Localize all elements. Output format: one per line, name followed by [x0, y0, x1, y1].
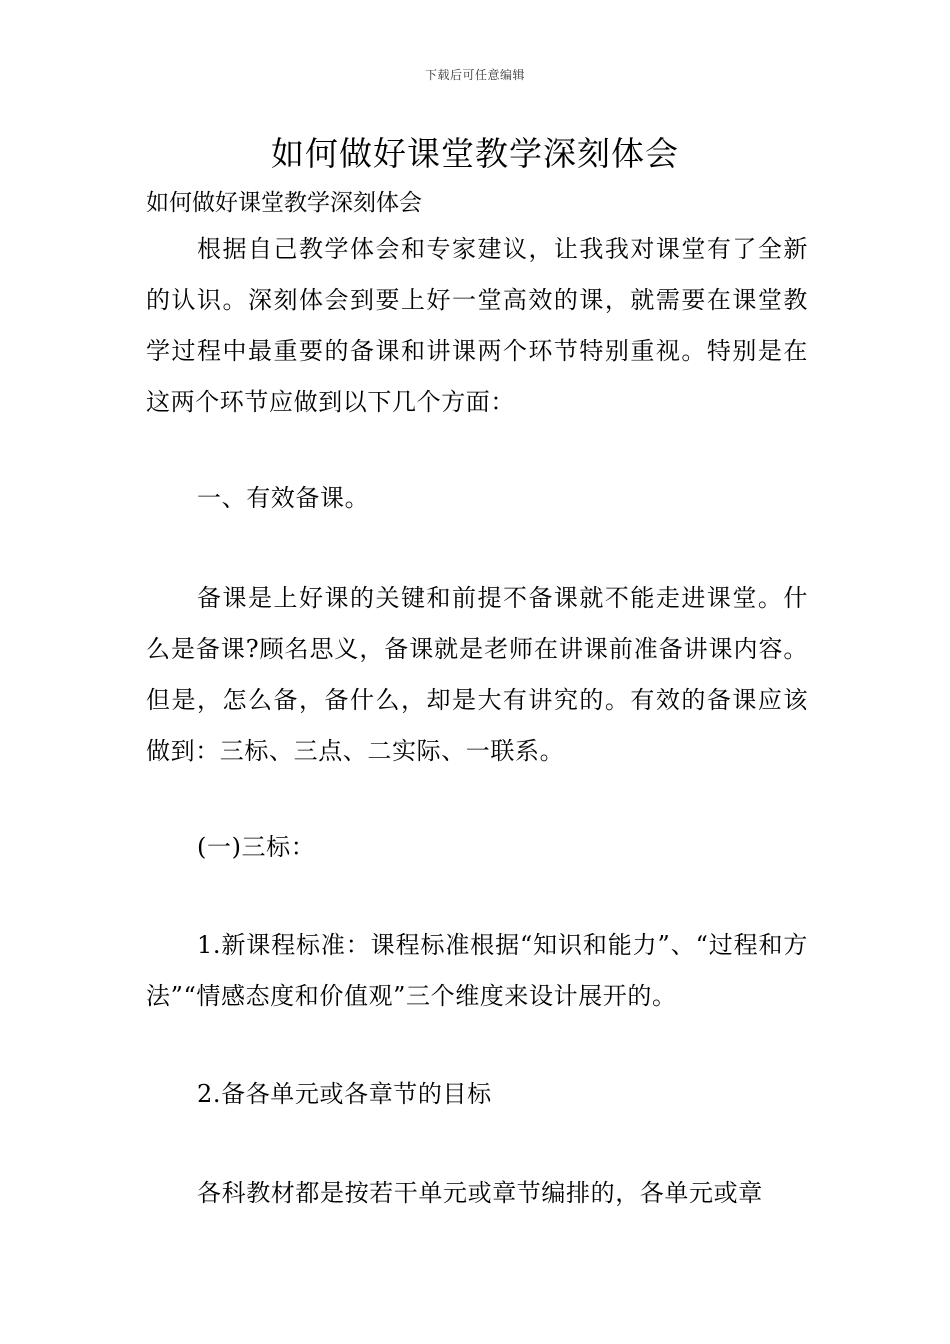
list-item-unit-chapter-goals: 2.备各单元或各章节的目标: [197, 1080, 492, 1108]
section-heading-effective-lesson-prep: 一、有效备课。: [197, 484, 370, 512]
document-subtitle: 如何做好课堂教学深刻体会: [146, 190, 422, 216]
paragraph-intro: 根据自己教学体会和专家建议，让我我对课堂有了全新的认识。深刻体会到要上好一堂高效的课，就需要在课堂教学过程中最重要的备课和讲课两个环节特别重视。特别是在这两个环节应做到以下几个方面：: [146, 235, 808, 416]
document-title: 如何做好课堂教学深刻体会: [271, 134, 679, 173]
paragraph-lesson-prep: 备课是上好课的关键和前提不备课就不能走进课堂。什么是备课?顾名思义，备课就是老师在讲课前准备讲课内容。但是，怎么备，备什么，却是大有讲究的。有效的备课应该做到：三标、三点、二实际、一联系。: [146, 584, 808, 765]
paragraph-textbook-units: 各科教材都是按若干单元或章节编排的，各单元或章: [197, 1179, 763, 1207]
list-item-new-curriculum-standard: 1.新课程标准：课程标准根据“知识和能力”、“过程和方法”“情感态度和价值观”三个维度来设计展开的。: [146, 931, 808, 1010]
header-note: 下载后可任意编辑: [424, 68, 525, 82]
subsection-heading-three-standards: (一)三标：: [197, 833, 316, 861]
